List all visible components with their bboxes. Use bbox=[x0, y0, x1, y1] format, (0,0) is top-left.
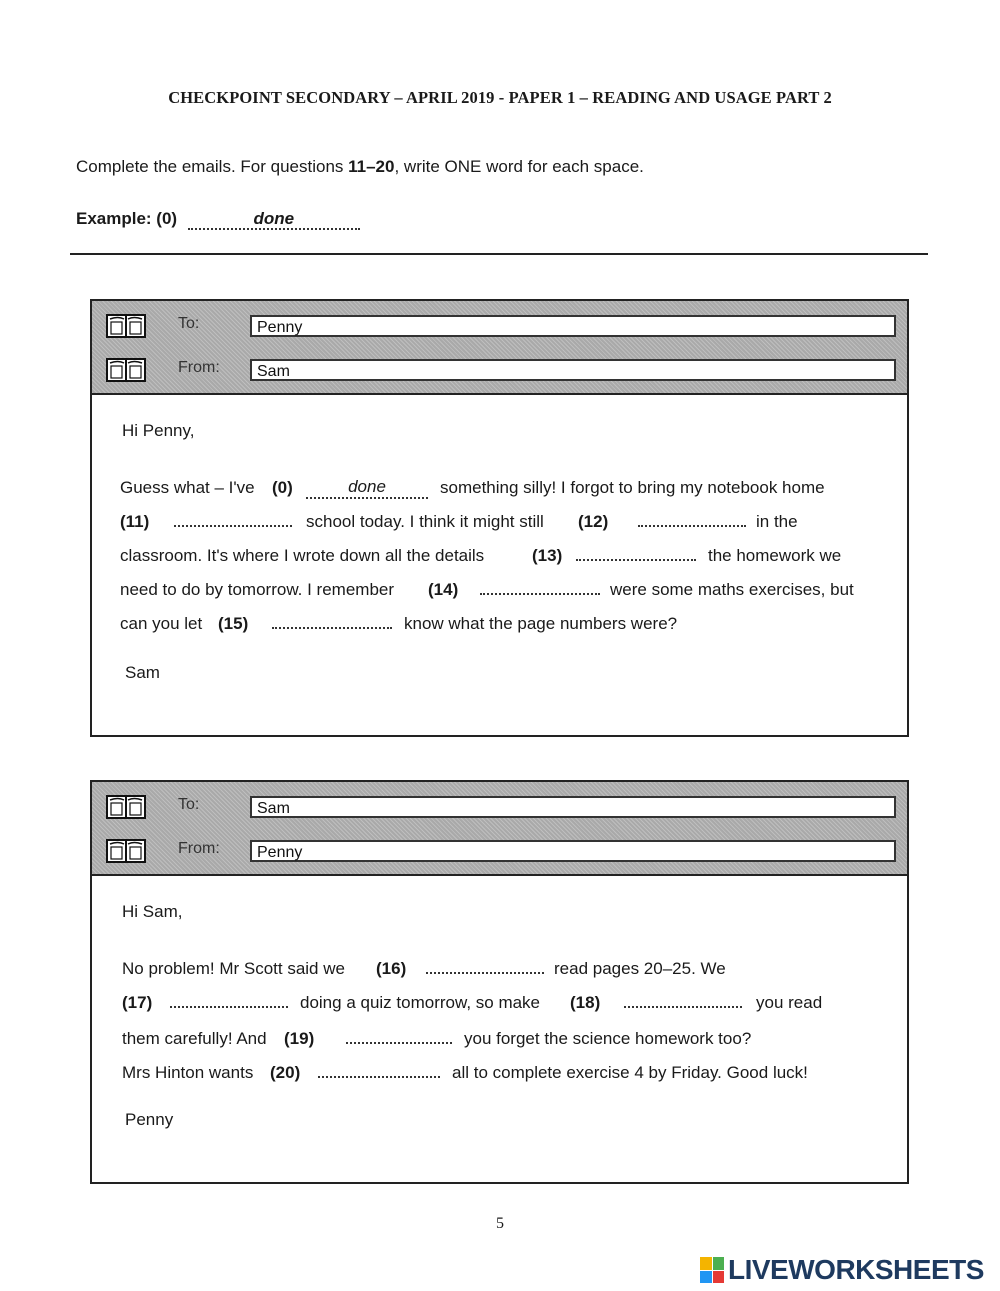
email-2 bbox=[90, 780, 909, 1184]
text: read pages 20–25. We bbox=[554, 959, 726, 978]
email-2-line-2 bbox=[120, 992, 890, 1014]
answer-blank-16[interactable] bbox=[426, 972, 544, 974]
text: can you let bbox=[120, 614, 203, 633]
email-2-to-row bbox=[92, 790, 907, 826]
address-book-icon bbox=[106, 357, 146, 383]
question-number: (14) bbox=[428, 580, 459, 599]
answer-blank-11[interactable] bbox=[174, 525, 292, 527]
answer-blank-19[interactable] bbox=[346, 1042, 452, 1044]
question-number: (17) bbox=[122, 993, 153, 1012]
text: need to do by tomorrow. I remember bbox=[120, 580, 395, 599]
example-label: Example: (0) bbox=[76, 209, 178, 228]
email-1-line-5 bbox=[120, 613, 890, 635]
text: Mrs Hinton wants bbox=[122, 1063, 254, 1082]
email-2-greeting: Hi Sam, bbox=[122, 902, 183, 921]
email-1-signature: Sam bbox=[125, 663, 160, 682]
email-1-line-1 bbox=[120, 477, 890, 499]
answer-blank-13[interactable] bbox=[576, 559, 696, 561]
email-1-to-row bbox=[92, 309, 907, 345]
question-range: 11–20 bbox=[348, 157, 395, 176]
instructions-before: Complete the emails. For questions bbox=[76, 157, 349, 176]
answer-blank-20[interactable] bbox=[318, 1076, 440, 1078]
email-2-line-4 bbox=[120, 1062, 890, 1084]
instructions-after: , write ONE word for each space. bbox=[394, 157, 644, 176]
answer-blank-12[interactable] bbox=[638, 525, 746, 527]
email-1-greeting: Hi Penny, bbox=[122, 421, 195, 440]
question-number: (11) bbox=[120, 512, 150, 531]
address-book-icon bbox=[106, 838, 146, 864]
text: doing a quiz tomorrow, so make bbox=[300, 993, 541, 1012]
email-1-line-4 bbox=[120, 579, 890, 601]
question-number: (18) bbox=[570, 993, 601, 1012]
email-1-from-field: Sam bbox=[250, 359, 896, 381]
answer-blank-17[interactable] bbox=[170, 1006, 288, 1008]
question-number: (15) bbox=[218, 614, 249, 633]
text: you forget the science homework too? bbox=[464, 1029, 752, 1048]
brand-name: LIVEWORKSHEETS bbox=[728, 1254, 984, 1285]
example-answer: done bbox=[188, 210, 360, 230]
divider bbox=[70, 253, 928, 255]
question-number: (13) bbox=[532, 546, 563, 565]
question-number: (16) bbox=[376, 959, 407, 978]
address-book-icon bbox=[106, 794, 146, 820]
email-1-from-row bbox=[92, 353, 907, 389]
email-2-to-label: To: bbox=[178, 796, 200, 813]
email-2-from-field: Penny bbox=[250, 840, 896, 862]
email-1 bbox=[90, 299, 909, 737]
instructions bbox=[76, 157, 644, 177]
example-blank-0: done bbox=[306, 477, 428, 499]
text: the homework we bbox=[708, 546, 842, 565]
answer-blank-15[interactable] bbox=[272, 627, 392, 629]
text: classroom. It's where I wrote down all the details bbox=[120, 546, 485, 565]
text: something silly! I forgot to bring my notebook home bbox=[440, 478, 825, 497]
question-number: (0) bbox=[272, 478, 293, 497]
text: No problem! Mr Scott said we bbox=[122, 959, 345, 978]
text: you read bbox=[756, 993, 823, 1012]
email-1-line-2 bbox=[120, 511, 890, 533]
email-1-to-field: Penny bbox=[250, 315, 896, 337]
question-number: (20) bbox=[270, 1063, 301, 1082]
email-1-to-label: To: bbox=[178, 315, 200, 332]
email-2-to-field: Sam bbox=[250, 796, 896, 818]
address-book-icon bbox=[106, 313, 146, 339]
brand-mark-icon bbox=[700, 1257, 724, 1283]
email-1-header bbox=[92, 301, 907, 395]
text: school today. I think it might still bbox=[306, 512, 544, 531]
page-number: 5 bbox=[496, 1215, 504, 1232]
answer-blank-14[interactable] bbox=[480, 593, 600, 595]
text: them carefully! And bbox=[122, 1029, 267, 1048]
question-number: (19) bbox=[284, 1029, 315, 1048]
email-2-header bbox=[92, 782, 907, 876]
page-heading: CHECKPOINT SECONDARY – APRIL 2019 - PAPER 1 – READING AND USAGE PART 2 bbox=[168, 88, 832, 107]
email-2-from-label: From: bbox=[178, 840, 220, 857]
text: were some maths exercises, but bbox=[610, 580, 854, 599]
text: Guess what – I've bbox=[120, 478, 255, 497]
answer-blank-18[interactable] bbox=[624, 1006, 742, 1008]
text: know what the page numbers were? bbox=[404, 614, 678, 633]
example bbox=[76, 209, 360, 230]
email-1-from-label: From: bbox=[178, 359, 220, 376]
text: in the bbox=[756, 512, 798, 531]
email-2-line-3 bbox=[120, 1028, 890, 1050]
text: all to complete exercise 4 by Friday. Good luck! bbox=[452, 1063, 808, 1082]
question-number: (12) bbox=[578, 512, 609, 531]
email-2-signature: Penny bbox=[125, 1110, 174, 1129]
brand-logo bbox=[700, 1254, 984, 1286]
email-1-line-3 bbox=[120, 545, 890, 567]
email-2-from-row bbox=[92, 834, 907, 870]
email-2-line-1 bbox=[120, 958, 890, 980]
